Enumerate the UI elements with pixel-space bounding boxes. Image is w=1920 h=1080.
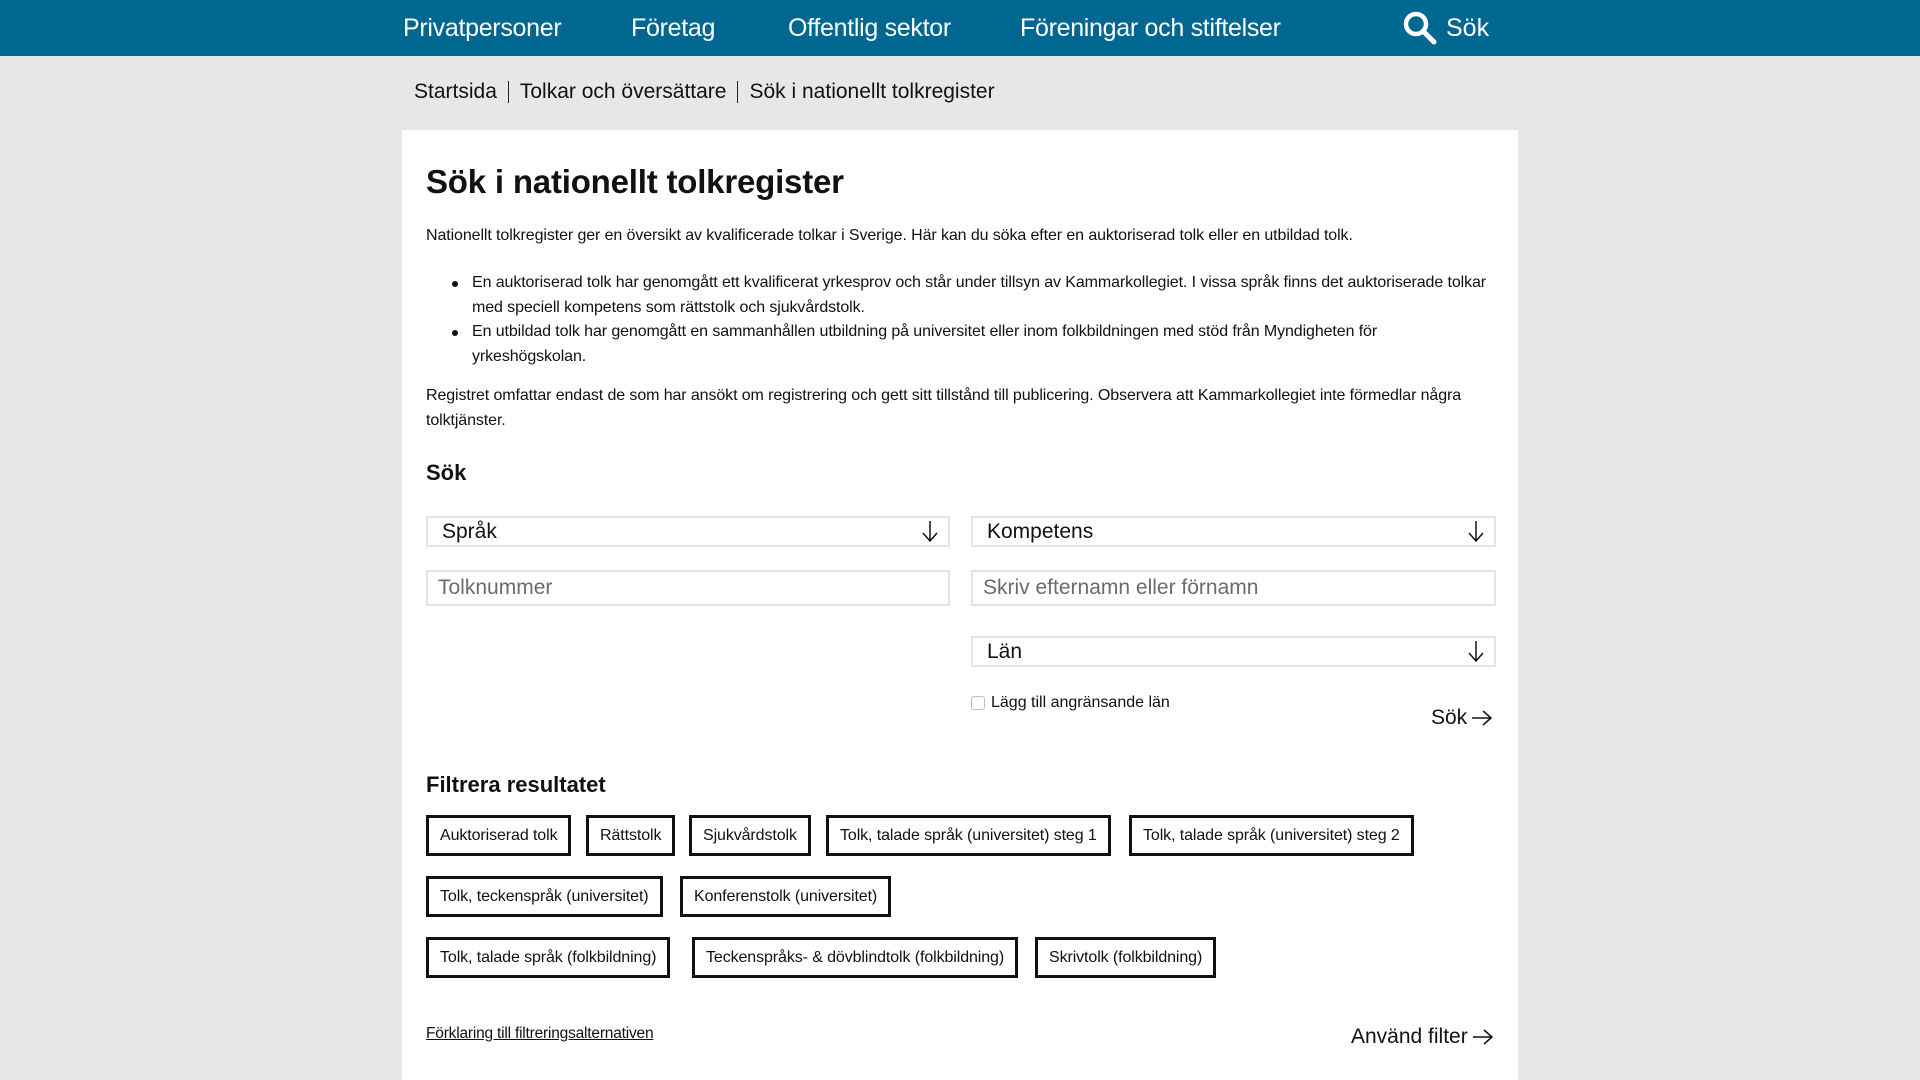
filter-heading: Filtrera resultatet [426,772,606,797]
nav-foretag[interactable]: Företag [631,14,716,42]
filter-chip-auktoriserad[interactable]: Auktoriserad tolk [426,815,571,856]
search-heading: Sök [426,460,467,485]
adjacent-county-option[interactable] [971,694,1170,712]
magnifier-icon [1402,10,1438,46]
arrow-down-icon [1468,520,1484,543]
arrow-right-icon [1472,1029,1494,1045]
top-navigation [0,0,1920,57]
list-item: En utbildad tolk har genomgått en sammanhållen utbildning på universitet eller inom folkbildningen med stöd från Myndigheten för yrkeshögskolan. [450,320,1490,369]
arrow-down-icon [1468,640,1484,663]
filter-chip-rattstolk[interactable]: Rättstolk [586,815,675,856]
main-content [402,130,1518,1080]
county-select[interactable] [971,636,1496,667]
intro-text: Nationellt tolkregister ger en översikt av kvalificerade tolkar i Sverige. Här kan du söka efter en auktoriserad tolk eller en utbildad tolk. [426,227,1353,244]
adjacent-county-label: Lägg till angränsande län [991,694,1170,711]
breadcrumb-startsida[interactable]: Startsida [414,80,497,103]
language-select-value: Språk [442,520,497,543]
county-select-value: Län [987,640,1023,663]
name-input[interactable] [983,572,1494,604]
filter-explanation-link[interactable]: Förklaring till filtreringsalternativen [426,1025,654,1042]
breadcrumb-tolkar[interactable]: Tolkar och översättare [519,80,727,103]
apply-filter-button[interactable] [1351,1025,1494,1049]
competence-select-value: Kompetens [987,520,1094,543]
interpreter-number-field[interactable] [426,570,950,606]
breadcrumb-separator [737,81,738,103]
adjacent-county-checkbox[interactable] [971,696,985,710]
nav-offentlig-sektor[interactable]: Offentlig sektor [788,14,951,42]
arrow-right-icon [1471,710,1493,726]
filter-chip-talade-steg1[interactable]: Tolk, talade språk (universitet) steg 1 [826,815,1111,856]
filter-chip-konferenstolk[interactable]: Konferenstolk (universitet) [680,876,891,917]
breadcrumb-separator [508,81,509,103]
page-title: Sök i nationellt tolkregister [426,163,844,200]
filter-chip-talade-folkbildning[interactable]: Tolk, talade språk (folkbildning) [426,937,670,978]
filter-chip-skrivtolk[interactable]: Skrivtolk (folkbildning) [1035,937,1216,978]
interpreter-types-list [450,271,1490,369]
search-submit-button[interactable] [1431,706,1493,730]
competence-select[interactable] [971,516,1496,547]
arrow-down-icon [922,520,938,543]
breadcrumb [414,80,995,104]
register-note: Registret omfattar endast de som har ansökt om registrering och gett sitt tillstånd till publicering. Observera att Kammarkollegiet inte förmedlar några tolktjänster. [426,387,1462,429]
filter-chip-talade-steg2[interactable]: Tolk, talade språk (universitet) steg 2 [1129,815,1414,856]
search-submit-label: Sök [1431,706,1468,729]
nav-foreningar[interactable]: Föreningar och stiftelser [1020,14,1281,42]
filter-chip-teckensprak-universitet[interactable]: Tolk, teckenspråk (universitet) [426,876,663,917]
apply-filter-label: Använd filter [1351,1025,1468,1048]
language-select[interactable] [426,516,950,547]
header-search-button[interactable] [1402,10,1489,46]
list-item: En auktoriserad tolk har genomgått ett kvalificerat yrkesprov och står under tillsyn av Kammarkollegiet. I vissa språk finns det auktoriserade tolkar med speciell kompetens som rättstolk och sjukvårdstolk. [450,271,1490,320]
filter-chip-dovblindtolk[interactable]: Teckenspråks- & dövblindtolk (folkbildning) [692,937,1018,978]
breadcrumb-current[interactable]: Sök i nationellt tolkregister [749,80,995,103]
header-search-label: Sök [1446,13,1490,42]
filter-chip-sjukvardstolk[interactable]: Sjukvårdstolk [689,815,811,856]
name-field[interactable] [971,570,1496,606]
interpreter-number-input[interactable] [438,572,948,604]
nav-privatpersoner[interactable]: Privatpersoner [403,14,562,42]
